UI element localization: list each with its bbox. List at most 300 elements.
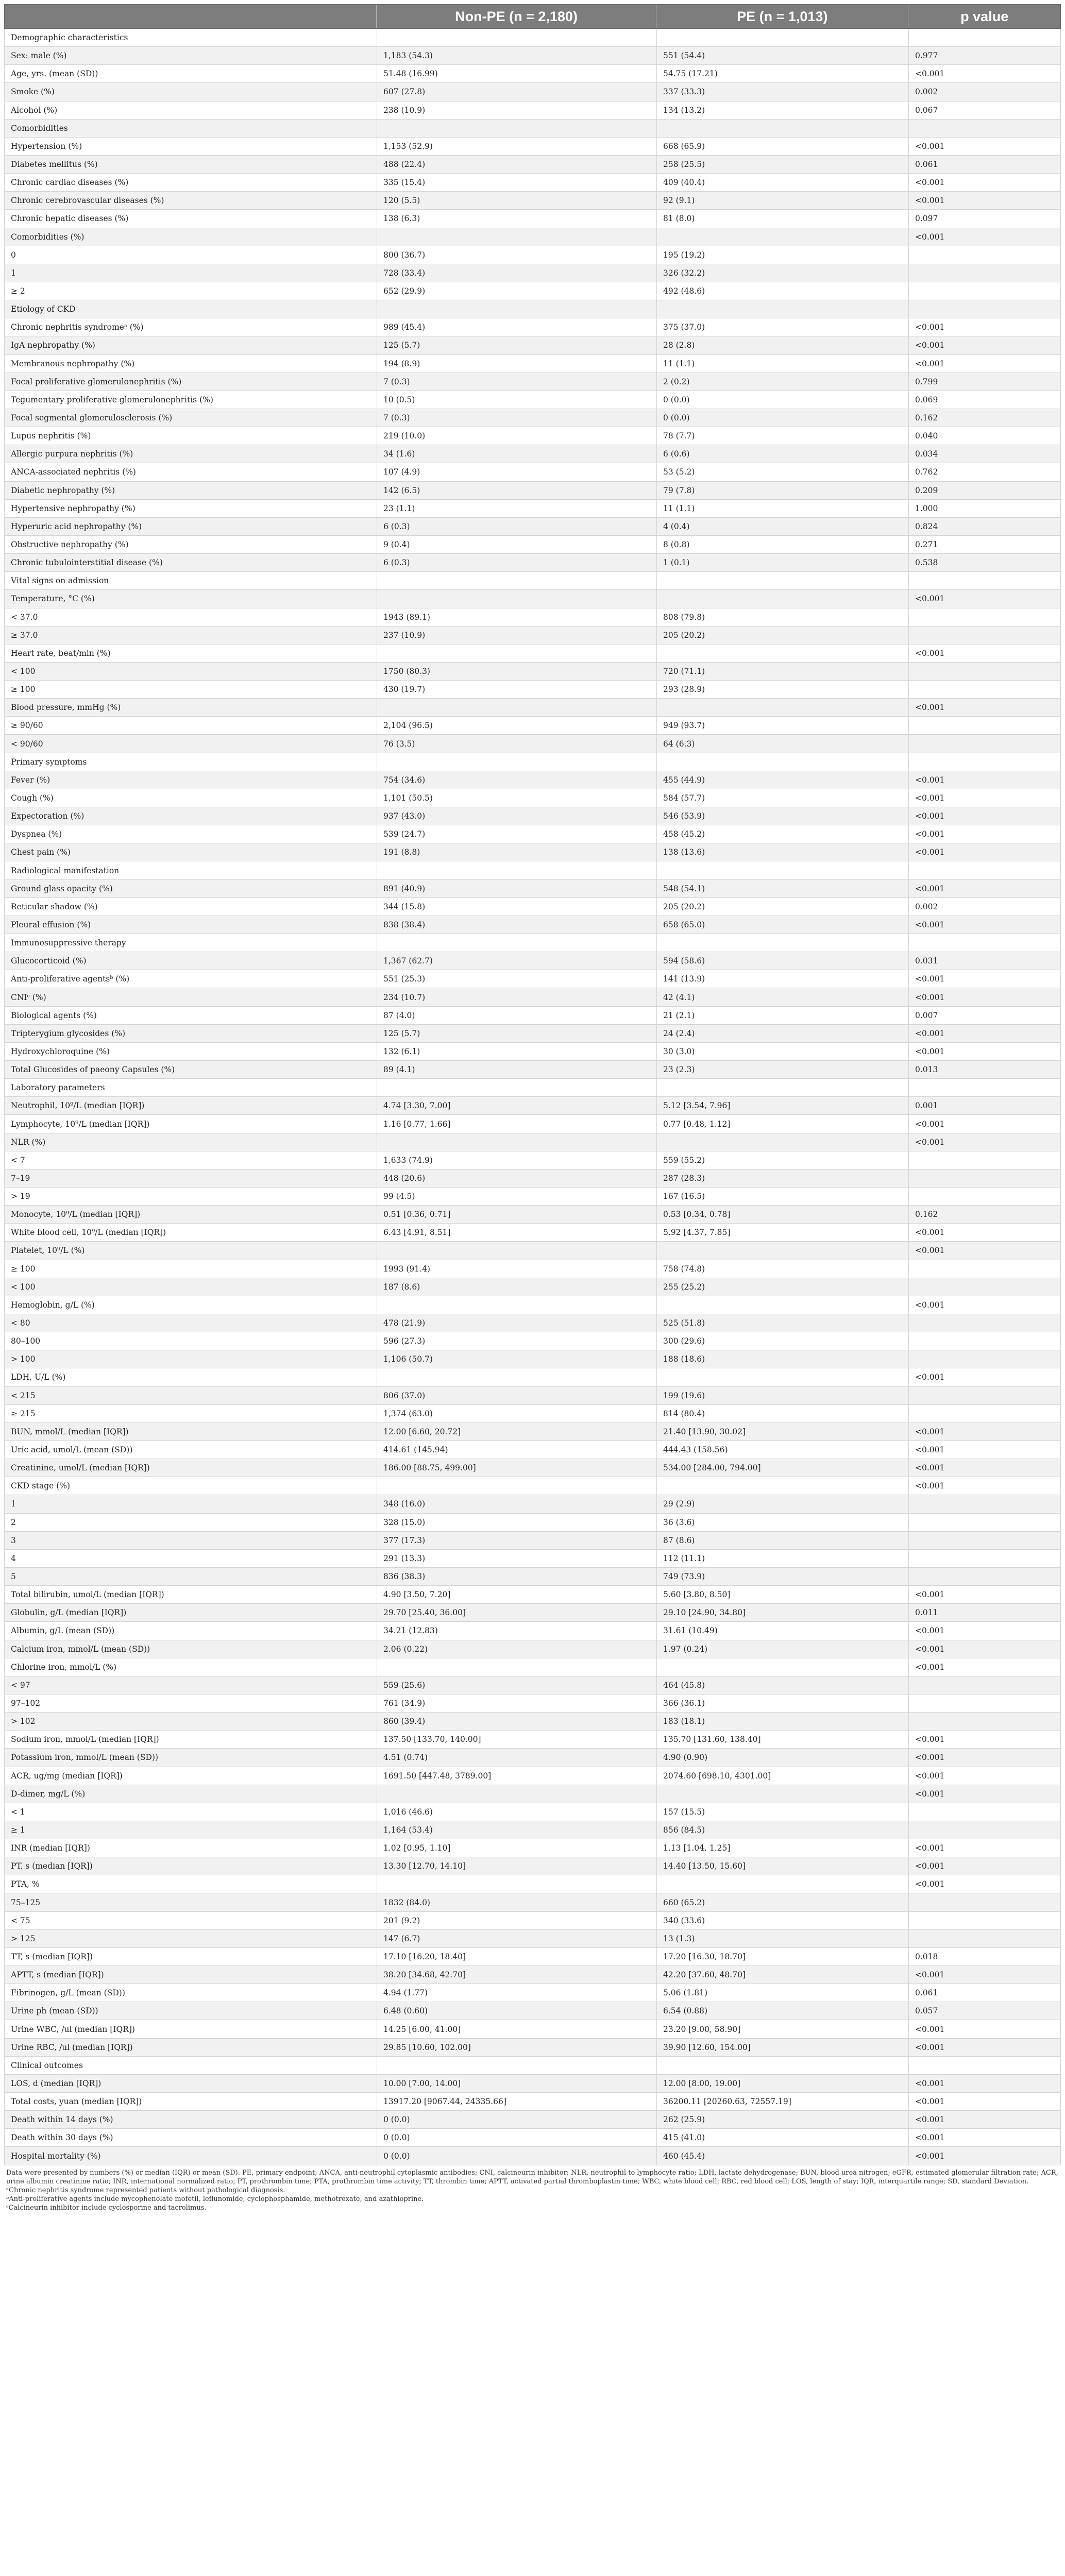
row-label: Diabetic nephropathy (%)	[11, 485, 115, 495]
row-label: < 97	[11, 1680, 30, 1690]
row-label: Primary symptoms	[11, 757, 87, 767]
row-label: Comorbidities	[11, 123, 68, 133]
pe-value: 6.54 (0.88)	[656, 2002, 908, 2020]
pe-value	[656, 1368, 908, 1386]
p-value: 0.001	[908, 1097, 1060, 1114]
table-row	[4, 1622, 1061, 1640]
footnote: ᵇAnti-proliferative agents include mycophenolate mofetil, leflunomide, cyclophosphamide, methotrexate, and azathioprine.	[6, 2195, 424, 2203]
pe-value	[656, 29, 908, 46]
table-row	[4, 282, 1061, 300]
p-value: <0.001	[908, 2111, 1060, 2128]
table-row	[4, 1568, 1061, 1586]
non-pe-value: 6.48 (0.60)	[377, 2002, 656, 2020]
table-row	[4, 681, 1061, 699]
p-value	[908, 1514, 1060, 1531]
row-label: Calcium iron, mmol/L (mean (SD))	[11, 1644, 150, 1654]
p-value	[908, 1694, 1060, 1712]
pe-value: 460 (45.4)	[656, 2147, 908, 2164]
table-row	[4, 1640, 1061, 1658]
table-row	[4, 1514, 1061, 1532]
p-value: 0.061	[908, 156, 1060, 173]
non-pe-value: 142 (6.5)	[377, 482, 656, 499]
pe-value: 11 (1.1)	[656, 355, 908, 372]
table-row	[4, 1731, 1061, 1749]
non-pe-value: 989 (45.4)	[377, 318, 656, 336]
row-label: 2	[11, 1517, 16, 1527]
non-pe-value: 478 (21.9)	[377, 1314, 656, 1332]
non-pe-value: 29.70 [25.40, 36.00]	[377, 1604, 656, 1621]
pe-value: 13 (1.3)	[656, 1930, 908, 1947]
p-value	[908, 572, 1060, 589]
non-pe-value: 1,183 (54.3)	[377, 47, 656, 64]
non-pe-value: 1,101 (50.5)	[377, 789, 656, 807]
row-label: Chronic hepatic diseases (%)	[11, 214, 129, 224]
p-value: <0.001	[908, 336, 1060, 354]
p-value: <0.001	[908, 970, 1060, 988]
pe-value: 135.70 [131.60, 138.40]	[656, 1731, 908, 1748]
pe-value: 92 (9.1)	[656, 192, 908, 209]
pe-value: 287 (28.3)	[656, 1170, 908, 1187]
table-row	[4, 1912, 1061, 1930]
pe-value: 856 (84.5)	[656, 1821, 908, 1839]
row-label: Demographic characteristics	[11, 33, 128, 43]
non-pe-value	[377, 861, 656, 879]
row-label: ≥ 2	[11, 286, 25, 296]
row-label: Ground glass opacity (%)	[11, 884, 113, 893]
p-value: <0.001	[908, 1749, 1060, 1766]
p-value: <0.001	[908, 590, 1060, 607]
row-label: Hemoglobin, g/L (%)	[11, 1300, 95, 1310]
row-label: LOS, d (median [IQR])	[11, 2078, 102, 2088]
row-label: Platelet, 10⁹/L (%)	[11, 1246, 85, 1256]
non-pe-value: 187 (8.6)	[377, 1278, 656, 1296]
table-row	[4, 1586, 1061, 1604]
row-label: APTT, s (median [IQR])	[11, 1970, 104, 1980]
p-value	[908, 1495, 1060, 1513]
p-value: <0.001	[908, 1423, 1060, 1440]
pe-value: 262 (25.9)	[656, 2111, 908, 2128]
non-pe-value: 219 (10.0)	[377, 427, 656, 445]
table-row	[4, 1151, 1061, 1170]
pe-value: 23 (2.3)	[656, 1061, 908, 1078]
pe-value: 64 (6.3)	[656, 735, 908, 752]
non-pe-value: 430 (19.7)	[377, 681, 656, 698]
table-row	[4, 536, 1061, 554]
table-row	[4, 174, 1061, 192]
table-row	[4, 952, 1061, 970]
non-pe-value: 291 (13.3)	[377, 1550, 656, 1567]
pe-value: 205 (20.2)	[656, 626, 908, 644]
row-label: Fibrinogen, g/L (mean (SD))	[11, 1988, 125, 1998]
non-pe-value: 6 (0.3)	[377, 518, 656, 535]
table-row	[4, 753, 1061, 771]
non-pe-value: 1.16 [0.77, 1.66]	[377, 1115, 656, 1132]
row-label: 7–19	[11, 1173, 30, 1183]
table-body	[4, 29, 1061, 2165]
pe-value: 87 (8.6)	[656, 1532, 908, 1549]
non-pe-value	[377, 753, 656, 771]
pe-value: 157 (15.5)	[656, 1803, 908, 1821]
pe-value: 658 (65.0)	[656, 916, 908, 934]
pe-value: 255 (25.2)	[656, 1278, 908, 1296]
p-value	[908, 1151, 1060, 1169]
pe-value: 5.12 [3.54, 7.96]	[656, 1097, 908, 1114]
row-label: Dyspnea (%)	[11, 829, 62, 839]
table-row	[4, 1278, 1061, 1296]
p-value	[908, 608, 1060, 626]
non-pe-value: 335 (15.4)	[377, 174, 656, 191]
non-pe-value: 1,153 (52.9)	[377, 138, 656, 155]
row-label: Etiology of CKD	[11, 304, 76, 314]
pe-value: 949 (93.7)	[656, 717, 908, 734]
p-value: 0.007	[908, 1007, 1060, 1024]
p-value	[908, 264, 1060, 282]
row-label: Hypertensive nephropathy (%)	[11, 503, 136, 513]
p-value: <0.001	[908, 174, 1060, 191]
footnote: ᶜCalcineurin inhibitor include cyclosporine and tacrolimus.	[6, 2204, 207, 2212]
non-pe-value: 7 (0.3)	[377, 409, 656, 427]
non-pe-value: 7 (0.3)	[377, 373, 656, 391]
table-row	[4, 1405, 1061, 1423]
non-pe-value: 559 (25.6)	[377, 1676, 656, 1694]
non-pe-value: 806 (37.0)	[377, 1387, 656, 1404]
p-value	[908, 1550, 1060, 1567]
pe-value	[656, 753, 908, 771]
row-label: Chest pain (%)	[11, 848, 71, 857]
non-pe-value: 10.00 [7.00, 14.00]	[377, 2075, 656, 2092]
row-label: Biological agents (%)	[11, 1010, 97, 1020]
pe-value: 78 (7.7)	[656, 427, 908, 445]
p-value	[908, 1188, 1060, 1205]
p-value	[908, 1912, 1060, 1929]
table-row	[4, 1930, 1061, 1948]
table-row	[4, 554, 1061, 572]
table-row	[4, 500, 1061, 518]
p-value: 0.002	[908, 898, 1060, 916]
table-row	[4, 1368, 1061, 1386]
table-row	[4, 1984, 1061, 2002]
row-label: IgA nephropathy (%)	[11, 341, 95, 350]
non-pe-value: 596 (27.3)	[377, 1332, 656, 1350]
table-row	[4, 1025, 1061, 1043]
pe-value: 366 (36.1)	[656, 1694, 908, 1712]
pe-value	[656, 1785, 908, 1803]
p-value: <0.001	[908, 1658, 1060, 1676]
p-value	[908, 1260, 1060, 1278]
non-pe-value: 0 (0.0)	[377, 2111, 656, 2128]
pe-value: 28 (2.8)	[656, 336, 908, 354]
row-label: Death within 14 days (%)	[11, 2115, 113, 2125]
pe-value: 594 (58.6)	[656, 952, 908, 970]
pe-value: 79 (7.8)	[656, 482, 908, 499]
row-label: Smoke (%)	[11, 87, 55, 97]
footnote: ᵃChronic nephritis syndrome represented patients without pathological diagnosis.	[6, 2186, 285, 2194]
pe-value: 2074.60 [698.10, 4301.00]	[656, 1767, 908, 1785]
table-row	[4, 898, 1061, 916]
p-value: 0.057	[908, 2002, 1060, 2020]
pe-value: 138 (13.6)	[656, 843, 908, 861]
table-row	[4, 2039, 1061, 2057]
p-value: <0.001	[908, 699, 1060, 716]
row-label: Chronic tubulointerstitial disease (%)	[11, 558, 163, 568]
table-row	[4, 735, 1061, 753]
row-label: Blood pressure, mmHg (%)	[11, 703, 121, 713]
table-header-row	[4, 4, 1061, 29]
table-row	[4, 1767, 1061, 1785]
row-label: Chronic cerebrovascular diseases (%)	[11, 196, 164, 206]
table-row	[4, 771, 1061, 789]
p-value: <0.001	[908, 1785, 1060, 1803]
p-value: 0.538	[908, 554, 1060, 571]
non-pe-value: 201 (9.2)	[377, 1912, 656, 1929]
row-label: Laboratory parameters	[11, 1083, 105, 1093]
row-label: Sex: male (%)	[11, 51, 67, 61]
p-value: <0.001	[908, 2129, 1060, 2146]
header-variable	[5, 5, 376, 28]
row-label: Focal segmental glomerulosclerosis (%)	[11, 413, 173, 423]
table-row	[4, 2075, 1061, 2093]
non-pe-value: 99 (4.5)	[377, 1188, 656, 1205]
non-pe-value: 191 (8.8)	[377, 843, 656, 861]
table-row	[4, 1260, 1061, 1278]
non-pe-value	[377, 1658, 656, 1676]
non-pe-value	[377, 29, 656, 46]
p-value	[908, 1532, 1060, 1549]
pe-value: 375 (37.0)	[656, 318, 908, 336]
p-value: <0.001	[908, 1115, 1060, 1132]
table-row	[4, 463, 1061, 481]
pe-value: 492 (48.6)	[656, 282, 908, 300]
pe-value: 720 (71.1)	[656, 663, 908, 680]
non-pe-value: 89 (4.1)	[377, 1061, 656, 1078]
pe-value	[656, 1079, 908, 1096]
p-value	[908, 282, 1060, 300]
non-pe-value: 6 (0.3)	[377, 554, 656, 571]
pe-value: 14.40 [13.50, 15.60]	[656, 1857, 908, 1875]
p-value: <0.001	[908, 1025, 1060, 1042]
pe-value	[656, 120, 908, 137]
table-row	[4, 1532, 1061, 1550]
pe-value: 340 (33.6)	[656, 1912, 908, 1929]
row-label: < 90/60	[11, 739, 43, 749]
row-label: CNIᶜ (%)	[11, 992, 46, 1002]
table-row	[4, 355, 1061, 373]
pe-value	[656, 645, 908, 662]
table-row	[4, 156, 1061, 174]
non-pe-value	[377, 1875, 656, 1893]
pe-value: 24 (2.4)	[656, 1025, 908, 1042]
row-label: ≥ 37.0	[11, 630, 38, 640]
pe-value: 814 (80.4)	[656, 1405, 908, 1422]
pe-value: 17.20 [16.30, 18.70]	[656, 1948, 908, 1965]
p-value: <0.001	[908, 825, 1060, 843]
row-label: 1	[11, 268, 16, 278]
pe-value	[656, 2057, 908, 2074]
non-pe-value	[377, 934, 656, 952]
non-pe-value	[377, 1133, 656, 1151]
table-row	[4, 1875, 1061, 1893]
non-pe-value: 838 (38.4)	[377, 916, 656, 934]
row-label: Temperature, °C (%)	[11, 594, 95, 604]
pe-value: 29.10 [24.90, 34.80]	[656, 1604, 908, 1621]
p-value: <0.001	[908, 318, 1060, 336]
row-label: White blood cell, 10⁹/L (median [IQR])	[11, 1228, 166, 1238]
pe-value: 42 (4.1)	[656, 988, 908, 1006]
non-pe-value	[377, 1242, 656, 1259]
row-label: TT, s (median [IQR])	[11, 1952, 93, 1961]
row-label: Tegumentary proliferative glomerulonephritis (%)	[11, 395, 213, 404]
pe-value: 444.43 (158.56)	[656, 1441, 908, 1459]
non-pe-value: 1,016 (46.6)	[377, 1803, 656, 1821]
table-row	[4, 1857, 1061, 1875]
non-pe-value: 348 (16.0)	[377, 1495, 656, 1513]
table-row	[4, 1061, 1061, 1079]
row-label: Reticular shadow (%)	[11, 902, 98, 911]
p-value: <0.001	[908, 1133, 1060, 1151]
pe-value: 1.13 [1.04, 1.25]	[656, 1839, 908, 1857]
row-label: > 102	[11, 1717, 36, 1726]
non-pe-value: 34 (1.6)	[377, 445, 656, 463]
pe-value: 1.97 (0.24)	[656, 1640, 908, 1658]
pe-value	[656, 1875, 908, 1893]
non-pe-value	[377, 120, 656, 137]
table-row	[4, 2147, 1061, 2165]
table-row	[4, 1966, 1061, 1984]
p-value: 0.061	[908, 1984, 1060, 2002]
row-label: Comorbidities (%)	[11, 232, 84, 242]
table-row	[4, 1133, 1061, 1151]
row-label: PT, s (median [IQR])	[11, 1861, 93, 1871]
non-pe-value	[377, 1477, 656, 1495]
pe-value	[656, 1296, 908, 1314]
pe-value: 30 (3.0)	[656, 1043, 908, 1060]
pe-value: 293 (28.9)	[656, 681, 908, 698]
row-label: CKD stage (%)	[11, 1481, 71, 1491]
table-row	[4, 1332, 1061, 1350]
pe-value: 409 (40.4)	[656, 174, 908, 191]
non-pe-value: 23 (1.1)	[377, 500, 656, 517]
row-label: Creatinine, umol/L (median [IQR])	[11, 1463, 150, 1473]
non-pe-value: 125 (5.7)	[377, 1025, 656, 1042]
non-pe-value: 194 (8.9)	[377, 355, 656, 372]
table-row	[4, 1459, 1061, 1477]
table-row	[4, 192, 1061, 210]
p-value: <0.001	[908, 1731, 1060, 1748]
table-row	[4, 861, 1061, 879]
non-pe-value: 120 (5.5)	[377, 192, 656, 209]
row-label: Radiological manifestation	[11, 866, 120, 875]
table-row	[4, 29, 1061, 47]
table-row	[4, 1839, 1061, 1857]
row-label: ACR, ug/mg (median [IQR])	[11, 1771, 123, 1781]
non-pe-value: 186.00 [88.75, 499.00]	[377, 1459, 656, 1477]
pe-value: 53 (5.2)	[656, 463, 908, 481]
table-row	[4, 391, 1061, 409]
p-value	[908, 681, 1060, 698]
p-value: 0.040	[908, 427, 1060, 445]
p-value	[908, 753, 1060, 771]
row-label: Total costs, yuan (median [IQR])	[11, 2097, 142, 2107]
pe-value: 551 (54.4)	[656, 47, 908, 64]
row-label: Expectoration (%)	[11, 811, 84, 821]
non-pe-value: 607 (27.8)	[377, 83, 656, 100]
table-row	[4, 880, 1061, 898]
table-row	[4, 608, 1061, 626]
p-value: <0.001	[908, 880, 1060, 897]
row-label: Hospital mortality (%)	[11, 2151, 101, 2161]
non-pe-value: 1,367 (62.7)	[377, 952, 656, 970]
table-row	[4, 934, 1061, 952]
table-row	[4, 318, 1061, 336]
table-row	[4, 2129, 1061, 2147]
table-row	[4, 1350, 1061, 1368]
p-value: 0.031	[908, 952, 1060, 970]
table-row	[4, 83, 1061, 101]
header-p-value: p value	[908, 5, 1060, 28]
p-value: <0.001	[908, 1640, 1060, 1658]
non-pe-value	[377, 699, 656, 716]
non-pe-value: 10 (0.5)	[377, 391, 656, 409]
pe-value: 5.06 (1.81)	[656, 1984, 908, 2002]
row-label: Neutrophil, 10⁹/L (median [IQR])	[11, 1101, 145, 1111]
row-label: Cough (%)	[11, 793, 54, 803]
pe-value: 8 (0.8)	[656, 536, 908, 553]
non-pe-value: 234 (10.7)	[377, 988, 656, 1006]
pe-value: 81 (8.0)	[656, 210, 908, 227]
p-value: <0.001	[908, 789, 1060, 807]
p-value: 0.824	[908, 518, 1060, 535]
pe-value: 39.90 [12.60, 154.00]	[656, 2039, 908, 2056]
p-value	[908, 246, 1060, 264]
non-pe-value: 414.61 (145.94)	[377, 1441, 656, 1459]
table-row	[4, 1387, 1061, 1405]
pe-value	[656, 1477, 908, 1495]
table-row	[4, 1296, 1061, 1314]
p-value: 0.034	[908, 445, 1060, 463]
row-label: Anti-proliferative agentsᵇ (%)	[11, 974, 130, 984]
non-pe-value: 1,374 (63.0)	[377, 1405, 656, 1422]
row-label: > 100	[11, 1354, 36, 1364]
row-label: Uric acid, umol/L (mean (SD))	[11, 1445, 133, 1455]
p-value: 0.162	[908, 1206, 1060, 1223]
table-row	[4, 65, 1061, 83]
table-row	[4, 1224, 1061, 1242]
p-value: 0.097	[908, 210, 1060, 227]
table-row	[4, 1206, 1061, 1224]
pe-value: 5.92 [4.37, 7.85]	[656, 1224, 908, 1241]
row-label: Glucocorticoid (%)	[11, 956, 87, 966]
non-pe-value: 4.51 (0.74)	[377, 1749, 656, 1766]
table-row	[4, 1188, 1061, 1206]
table-row	[4, 1097, 1061, 1115]
row-label: PTA, %	[11, 1879, 40, 1889]
row-label: Age, yrs. (mean (SD))	[11, 69, 98, 79]
non-pe-value: 1750 (80.3)	[377, 663, 656, 680]
p-value: 0.799	[908, 373, 1060, 391]
row-label: ≥ 1	[11, 1825, 25, 1835]
pe-value: 141 (13.9)	[656, 970, 908, 988]
row-label: Alcohol (%)	[11, 105, 58, 115]
p-value: 0.013	[908, 1061, 1060, 1078]
table-row	[4, 1676, 1061, 1694]
non-pe-value: 17.10 [16.20, 18.40]	[377, 1948, 656, 1965]
row-label: > 125	[11, 1934, 36, 1943]
p-value	[908, 1278, 1060, 1296]
non-pe-value: 1,633 (74.9)	[377, 1151, 656, 1169]
pe-value: 12.00 [8.00, 19.00]	[656, 2075, 908, 2092]
table-row	[4, 1893, 1061, 1911]
table-row	[4, 1007, 1061, 1025]
